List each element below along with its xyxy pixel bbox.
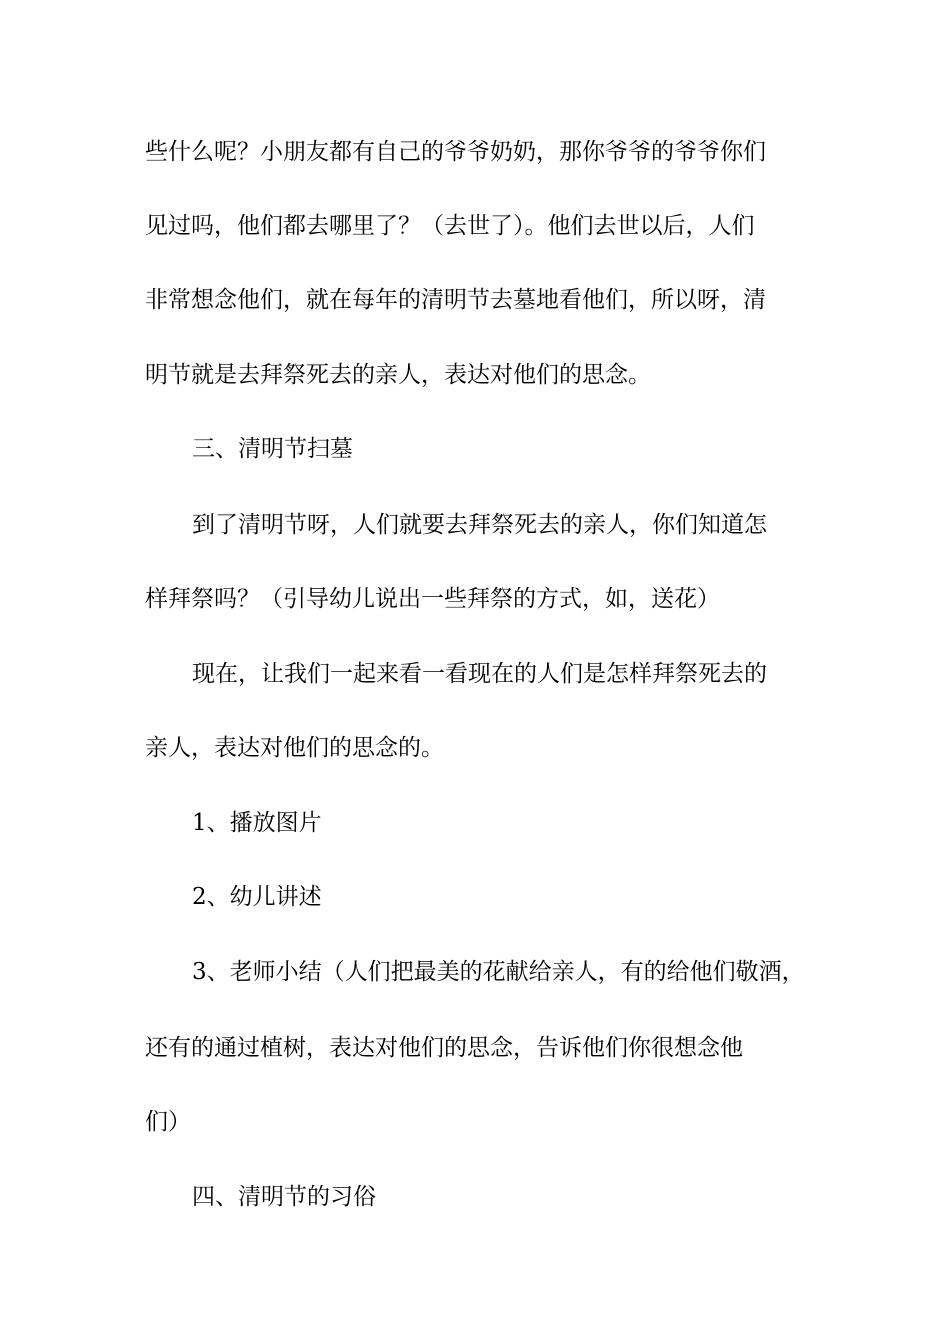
section-heading: 四、清明节的习俗 [192,1184,376,1210]
paragraph-line: 还有的通过植树，表达对他们的思念，告诉他们你很想念他 [145,1035,743,1061]
paragraph-line: 些什么呢？小朋友都有自己的爷爷奶奶，那你爷爷的爷爷你们 [145,139,766,165]
list-item: 3、老师小结（人们把最美的花献给亲人，有的给他们敬酒， [192,959,805,985]
paragraph-line: 亲人，表达对他们的思念的。 [145,735,444,761]
list-item: 2、幼儿讲述 [192,884,322,910]
paragraph-line: 现在，让我们一起来看一看现在的人们是怎样拜祭死去的 [192,661,767,687]
paragraph-line: 非常想念他们，就在每年的清明节去墓地看他们，所以呀，清 [145,287,766,313]
section-heading: 三、清明节扫墓 [192,436,353,462]
paragraph-line: 样拜祭吗？（引导幼儿说出一些拜祭的方式，如，送花） [145,586,720,612]
list-item: 1、播放图片 [192,810,322,836]
paragraph-line: 见过吗，他们都去哪里了？（去世了）。他们去世以后，人们 [145,213,755,239]
paragraph-line: 明节就是去拜祭死去的亲人，表达对他们的思念。 [145,362,651,388]
paragraph-line: 们） [145,1109,191,1135]
paragraph-line: 到了清明节呀，人们就要去拜祭死去的亲人，你们知道怎 [192,512,767,538]
